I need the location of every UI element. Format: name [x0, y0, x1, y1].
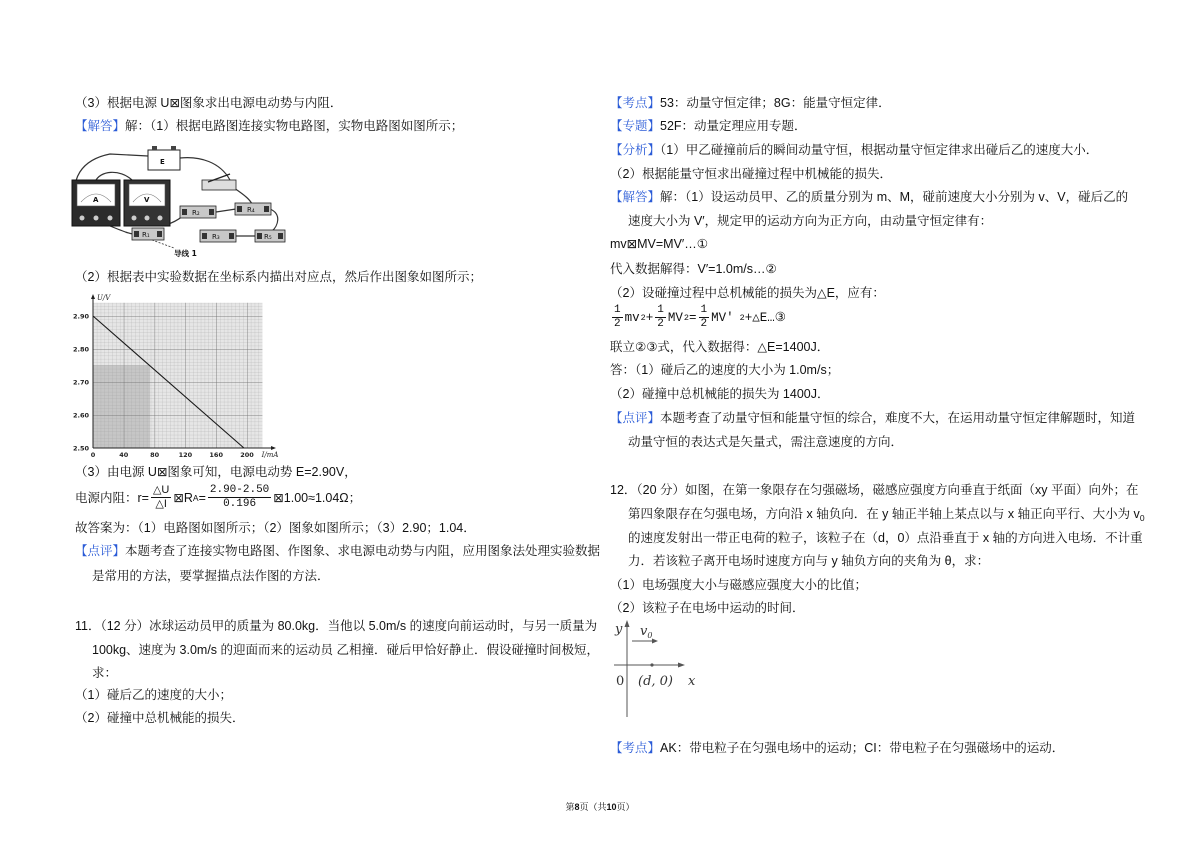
footer-pre: 第 [565, 802, 575, 812]
numeric-denominator: 0.196 [223, 498, 257, 510]
resistor-r2 [180, 206, 216, 218]
half-den: 2 [614, 318, 621, 330]
momentum-equation: mv⊠MV=MV′…① [610, 237, 708, 251]
x-tick-label: 80 [150, 451, 160, 459]
x-tick-label: 0 [90, 451, 96, 459]
q11-line-1: 11．（12 分）冰球运动员甲的质量为 80.0kg．当他以 5.0m/s 的速度向前运动时，与另一质量为 [75, 619, 598, 633]
equals-sign: = [688, 310, 697, 325]
delta-i: △I [155, 498, 167, 510]
q11-line-2: 100kg、速度为 3.0m/s 的迎面而来的运动员 乙相撞．碰后甲恰好静止．假设碰撞时间极短， [92, 643, 599, 657]
dianping-text-1: 本题考查了动量守恒和能量守恒的综合，难度不大，在运用动量守恒定律解题时，知道 [660, 411, 1136, 425]
comment-tag: 【点评】 [75, 544, 126, 558]
jieda-line-5: 联立②③式，代入数据得：△E=1400J． [610, 340, 830, 354]
wire-label: 导线 1 [174, 249, 197, 258]
kaodian-tag: 【考点】 [610, 96, 661, 110]
exp-3: 2 [739, 312, 745, 323]
point-d [650, 663, 653, 666]
y-axis-arrow [91, 294, 95, 299]
comment-line-2: 是常用的方法，要掌握描点法作图的方法． [92, 569, 330, 583]
q12-line-1: 12．（20 分）如图，在第一象限存在匀强磁场，磁感应强度方向垂直于纸面（xy 平面）向外；在 [610, 483, 1139, 497]
final-answer: 故答案为：（1）电路图如图所示；（2）图象如图所示；（3）2.90；1.04． [75, 521, 476, 535]
half-num: 1 [614, 304, 621, 316]
answer-line [75, 118, 463, 134]
exp-2: 2 [683, 312, 689, 323]
fenxi-text-1: （1）甲乙碰撞前后的瞬间动量守恒，根据动量守恒定律求出碰后乙的速度大小． [660, 143, 1099, 157]
resistor-r1 [132, 228, 164, 240]
voltmeter-label: V [144, 196, 150, 204]
delta-u: △U [152, 484, 170, 496]
formula-ra: ⊠R [173, 490, 193, 505]
q12-line-2-text: 第四象限存在匀强电场，方向沿 x 轴负向．在 y 轴正半轴上某点以与 x 轴正向平行、大小为 v [628, 507, 1140, 521]
x-axis-arrow [271, 446, 276, 450]
half-num: 1 [700, 304, 708, 316]
part2-text: （2）根据表中实验数据在坐标系内描出对应点，然后作出图象如图所示； [75, 270, 482, 284]
half-den: 2 [657, 318, 664, 330]
numeric-numerator: 2.90-2.50 [209, 484, 270, 496]
r3-label: R₃ [212, 233, 220, 241]
footer-post: 页） [616, 802, 635, 812]
half-fraction-1 [612, 304, 623, 331]
coordinate-figure [610, 618, 702, 720]
q12-line-2 [628, 506, 1145, 526]
x-axis-label: I/mA [261, 451, 279, 459]
formula-ra-sub: A [192, 492, 199, 503]
x-tick-label: 200 [240, 451, 254, 459]
x-tick-label: 120 [178, 451, 193, 459]
u-i-chart [68, 293, 282, 460]
voltmeter [124, 180, 170, 226]
jieda-text-1: 解：（1）设运动员甲、乙的质量分别为 m、M，碰前速度大小分别为 v、V，碰后乙的 [660, 190, 1129, 204]
kaodian-text: 53：动量守恒定律；8G：能量守恒定律． [660, 96, 891, 110]
kaodian-line [610, 95, 891, 111]
y-tick-label: 2.70 [72, 378, 89, 387]
formula-equals: = [198, 490, 206, 505]
resistor-r3 [200, 230, 236, 242]
resistor-r4 [235, 203, 271, 215]
half-fraction-3 [699, 304, 710, 331]
energy-equation [610, 304, 786, 331]
half-fraction-2 [655, 304, 666, 331]
circuit-figure [70, 142, 287, 258]
numeric-fraction [208, 484, 271, 511]
plus-sign: + [645, 310, 654, 325]
zhuanti-tag: 【专题】 [610, 119, 661, 133]
y-tick-label: 2.90 [72, 312, 89, 321]
part3-text: （3）由电源 U⊠图象可知，电源电动势 E=2.90V， [75, 465, 357, 479]
answer-tag: 【解答】 [75, 119, 126, 133]
y-tick-label: 2.60 [72, 411, 89, 420]
dianping-line-1 [610, 410, 1135, 426]
q12-v0-sub: 0 [1139, 513, 1145, 523]
term-mv: mv [624, 310, 640, 325]
dianping-line-2: 动量守恒的表达式是矢量式，需注意速度的方向． [628, 435, 904, 449]
fig-x-arrow [678, 663, 685, 668]
ammeter-label: A [93, 196, 99, 204]
kaodian2-line [610, 740, 1064, 756]
q12-line-3: 的速度发射出一带正电荷的粒子，该粒子在（d，0）点沿垂直于 x 轴的方向进入电场．不计重 [628, 531, 1143, 545]
q11-sub-1: （1）碰后乙的速度的大小； [75, 688, 232, 702]
answer-text: 解：（1）根据电路图连接实物电路图，实物电路图如图所示； [125, 119, 464, 133]
x-tick-label: 160 [209, 451, 223, 459]
delta-fraction [151, 484, 171, 511]
r5-label: R₅ [264, 233, 272, 241]
half-den: 2 [700, 318, 708, 330]
zhuanti-line [610, 118, 807, 134]
dianping-tag: 【点评】 [610, 411, 661, 425]
q10-part3-prompt: （3）根据电源 U⊠图象求出电源电动势与内阻． [75, 96, 343, 110]
da-line-1: 答：（1）碰后乙的速度的大小为 1.0m/s； [610, 363, 840, 377]
q12-sub-1: （1）电场强度大小与磁感应强度大小的比值； [610, 578, 867, 592]
half-num: 1 [657, 304, 664, 316]
fig-x-label: x [688, 674, 696, 689]
fig-v0-label [640, 624, 652, 640]
jieda-line-4: （2）设碰撞过程中总机械能的损失为△E，应有： [610, 286, 885, 300]
formula-lead: 电源内阻：r= [75, 490, 149, 505]
jieda-line-2: 速度大小为 V′，规定甲的运动方向为正方向，由动量守恒定律有： [628, 214, 993, 228]
kaodian2-text: AK：带电粒子在匀强电场中的运动；CI：带电粒子在匀强磁场中的运动． [660, 741, 1065, 755]
term-MV-prime: MV′ [711, 310, 734, 325]
fig-v-sub: 0 [647, 631, 653, 640]
battery-label: E [160, 158, 165, 166]
switch [202, 174, 236, 190]
q12-sub-2: （2）该粒子在电场中运动的时间． [610, 601, 805, 615]
jieda-tag: 【解答】 [610, 190, 661, 204]
velocity-arrowhead [652, 639, 658, 644]
y-tick-label: 2.50 [72, 444, 89, 453]
term-MV: MV [667, 310, 683, 325]
page-footer [0, 801, 1200, 813]
fig-point-label: (d, 0) [638, 674, 674, 689]
jieda-line-3: 代入数据解得：V′=1.0m/s…② [610, 262, 777, 276]
fig-y-label: y [615, 622, 623, 637]
y-tick-label: 2.80 [72, 345, 89, 354]
footer-mid: 页（共 [579, 802, 607, 812]
battery [148, 146, 180, 170]
fenxi-line-2: （2）根据能量守恒求出碰撞过程中机械能的损失． [610, 167, 892, 181]
exp-1: 2 [640, 312, 646, 323]
x-tick-label: 40 [119, 451, 129, 459]
comment-text-1: 本题考查了连接实物电路图、作图象、求电源电动势与内阻，应用图象法处理实验数据 [125, 544, 601, 558]
zhuanti-text: 52F：动量定理应用专题． [660, 119, 807, 133]
ammeter [72, 180, 120, 226]
resistor-r5 [255, 230, 285, 242]
footer-page-number: 8 [574, 802, 580, 812]
energy-tail: +△E…③ [744, 310, 786, 325]
comment-line-1 [75, 543, 600, 559]
footer-page-total: 10 [606, 802, 617, 812]
q12-line-4: 力．若该粒子离开电场时速度方向与 y 轴负方向的夹角为 θ，求： [628, 554, 990, 568]
fig-origin-label: 0 [616, 674, 625, 689]
fig-y-arrow [625, 620, 630, 627]
formula-result: ⊠1.00≈1.04Ω； [273, 490, 362, 505]
r2-label: R₂ [192, 209, 200, 217]
internal-resistance-formula [75, 484, 361, 511]
r1-label: R₁ [142, 231, 150, 239]
da-line-2: （2）碰撞中总机械能的损失为 1400J． [610, 387, 830, 401]
q11-sub-2: （2）碰撞中总机械能的损失． [75, 711, 245, 725]
wire-pointer [152, 240, 174, 248]
r4-label: R₄ [247, 206, 255, 214]
jieda-line-1 [610, 189, 1128, 205]
fig-v-letter: v [640, 624, 648, 639]
kaodian2-tag: 【考点】 [610, 741, 661, 755]
fenxi-tag: 【分析】 [610, 143, 661, 157]
q11-line-3: 求： [92, 666, 118, 680]
major-grid [93, 303, 262, 448]
fenxi-line-1 [610, 142, 1098, 158]
y-axis-label: U/V [97, 294, 111, 302]
